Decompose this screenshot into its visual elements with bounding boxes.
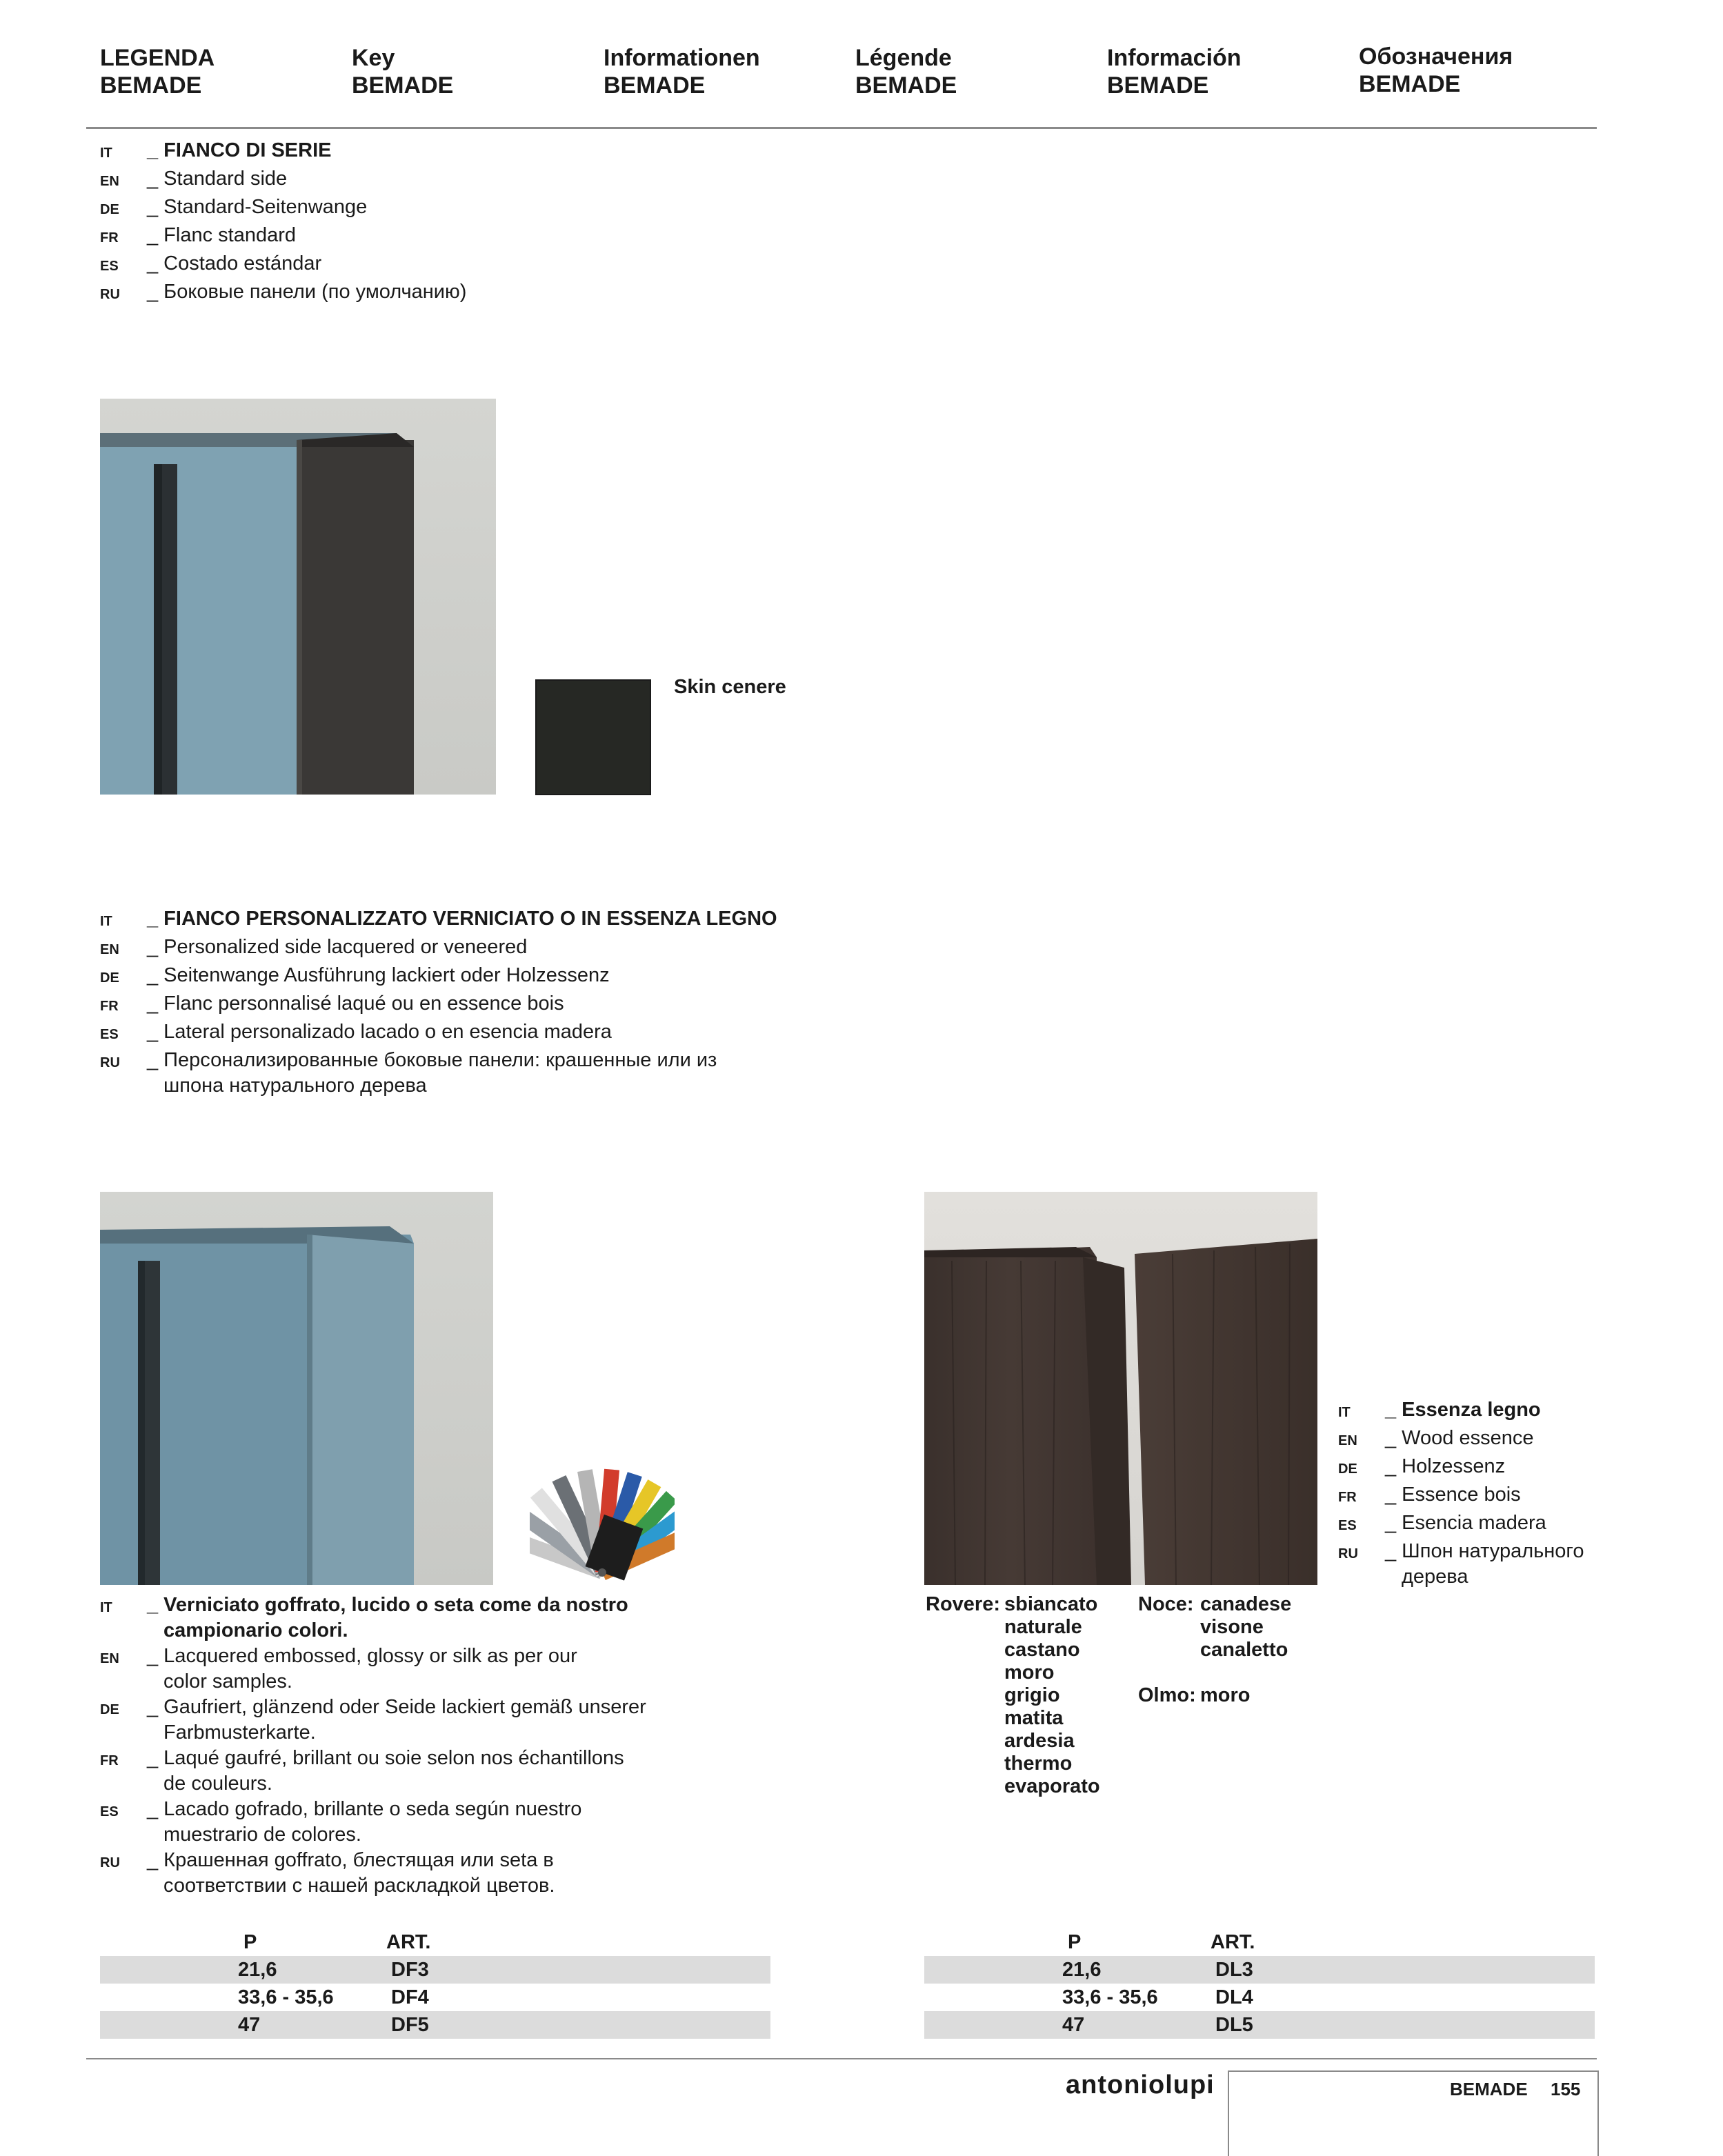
brand-logo: antoniolupi — [1066, 2070, 1215, 2099]
header-sub: BEMADE — [100, 72, 202, 99]
table-cell: 21,6 — [1062, 1959, 1102, 1981]
header-title: Informationen — [604, 45, 760, 71]
lang-code: EN — [100, 174, 119, 189]
finish-item: thermo — [1004, 1753, 1073, 1775]
finish-item: canadese — [1200, 1593, 1292, 1615]
skin-cenere-swatch — [535, 679, 651, 795]
lang-line — [100, 194, 790, 223]
header-title: Key — [352, 45, 395, 71]
noce-list — [1200, 1593, 1291, 1661]
col-header: ART. — [1211, 1931, 1255, 1953]
lang-code: ES — [100, 1804, 119, 1819]
table-cell: DL5 — [1215, 2014, 1253, 2036]
wood-text — [1338, 1397, 1628, 1590]
finish-item: moro — [1004, 1661, 1055, 1684]
line-text: _ Lacado gofrado, brillante o seda según nuestro — [147, 1798, 582, 1820]
lacquer-table — [100, 1928, 770, 2039]
wood-cabinet-illustration — [924, 1192, 1317, 1585]
line-text: _ Lateral personalizado lacado o en esencia madera — [147, 1021, 612, 1043]
lang-code: ES — [100, 259, 119, 274]
lang-code: FR — [100, 230, 119, 246]
header-divider — [86, 127, 1597, 129]
line-text: _ Боковые панели (по умолчанию) — [147, 281, 467, 303]
cabinet-illustration — [100, 1192, 493, 1585]
line-text-cont: campionario colori. — [163, 1619, 348, 1641]
col-header: P — [1068, 1931, 1082, 1953]
lang-line — [1338, 1510, 1628, 1539]
lacquer-text — [100, 1593, 693, 1899]
header-col-de — [604, 44, 760, 99]
page-number: 155 — [1551, 2079, 1581, 2099]
line-text: _ Крашенная goffrato, блестящая или seta в — [147, 1849, 554, 1871]
footer-section: BEMADE — [1450, 2079, 1528, 2099]
line-text: _ Laqué gaufré, brillant ou soie selon nos échantillons — [147, 1747, 624, 1769]
line-text: _ Standard side — [147, 168, 288, 190]
table-row — [924, 1956, 1595, 1984]
section1-text — [100, 138, 790, 308]
lang-code: FR — [100, 999, 119, 1014]
table-cell: DF4 — [391, 1986, 429, 2008]
lang-code: DE — [1338, 1461, 1357, 1477]
lang-line — [100, 223, 790, 251]
line-text: _ FIANCO PERSONALIZZATO VERNICIATO O IN ESSENZA LEGNO — [147, 908, 777, 930]
header-sub: BEMADE — [604, 72, 706, 99]
lang-line — [1338, 1482, 1628, 1510]
header-col-es — [1107, 44, 1242, 99]
finish-item: visone — [1200, 1616, 1264, 1638]
table-row — [924, 1984, 1595, 2011]
table-header — [924, 1928, 1595, 1956]
lang-code: ES — [1338, 1518, 1357, 1533]
lang-line — [100, 991, 859, 1019]
line-text: _ Essenza legno — [1385, 1399, 1541, 1421]
finish-item: castano — [1004, 1639, 1080, 1661]
line-text-cont: Farbmusterkarte. — [163, 1721, 316, 1744]
line-text: _ Verniciato goffrato, lucido o seta come da nostro — [147, 1594, 628, 1616]
table-row — [100, 1956, 770, 1984]
lang-code: DE — [100, 1702, 119, 1717]
lang-code: IT — [1338, 1405, 1351, 1420]
lang-line — [1338, 1426, 1628, 1454]
standard-side-photo — [100, 399, 496, 795]
finish-item: ardesia — [1004, 1730, 1075, 1752]
lang-line — [100, 1644, 693, 1695]
line-text: _ Seitenwange Ausführung lackiert oder Holzessenz — [147, 964, 610, 986]
header-col-it — [100, 44, 215, 99]
wood-table — [924, 1928, 1595, 2039]
line-text: _ Flanc standard — [147, 224, 297, 246]
line-text-cont: дерева — [1402, 1566, 1468, 1588]
header-col-fr — [855, 44, 957, 99]
header-sub: BEMADE — [855, 72, 957, 99]
rovere-label: Rovere: — [926, 1593, 1000, 1615]
lang-code: RU — [100, 1055, 120, 1070]
lang-line — [100, 166, 790, 194]
lang-line — [100, 1695, 693, 1746]
finish-item: canaletto — [1200, 1639, 1288, 1661]
swatch-label: Skin cenere — [674, 676, 786, 698]
line-text: _ Holzessenz — [1385, 1455, 1506, 1477]
lang-code: DE — [100, 970, 119, 986]
lang-line — [100, 906, 859, 935]
lang-line — [100, 1593, 693, 1644]
table-cell: DL4 — [1215, 1986, 1253, 2008]
lang-line — [100, 1746, 693, 1797]
table-cell: DF5 — [391, 2014, 429, 2036]
noce-label: Noce: — [1138, 1593, 1194, 1615]
lang-line — [100, 935, 859, 963]
rovere-list — [1004, 1593, 1100, 1798]
table-cell: 47 — [1062, 2014, 1085, 2036]
lang-code: IT — [100, 914, 112, 929]
section2-text — [100, 906, 859, 1099]
line-text-cont: de couleurs. — [163, 1773, 272, 1795]
header-sub: BEMADE — [1359, 71, 1461, 97]
header-title: Información — [1107, 45, 1242, 71]
lang-line — [100, 963, 859, 991]
lang-code: EN — [1338, 1433, 1357, 1448]
line-text: _ Wood essence — [1385, 1427, 1534, 1449]
lang-code: FR — [100, 1753, 119, 1768]
table-cell: 47 — [238, 2014, 261, 2036]
lang-code: IT — [100, 1600, 112, 1615]
footer-box — [1228, 2070, 1599, 2156]
lacquered-side-photo — [100, 1192, 493, 1585]
table-row — [924, 2011, 1595, 2039]
header-sub: BEMADE — [352, 72, 454, 99]
line-text: _ FIANCO DI SERIE — [147, 139, 332, 161]
table-row — [100, 2011, 770, 2039]
lang-line — [100, 251, 790, 279]
lang-code: RU — [100, 287, 120, 302]
lang-code: ES — [100, 1027, 119, 1042]
wood-side-photo — [924, 1192, 1317, 1585]
line-text: _ Flanc personnalisé laqué ou en essence bois — [147, 992, 564, 1015]
finish-item: sbiancato — [1004, 1593, 1098, 1615]
table-cell: 33,6 - 35,6 — [1062, 1986, 1158, 2008]
finish-item: naturale — [1004, 1616, 1082, 1638]
lang-code: RU — [100, 1855, 120, 1870]
line-text: _ Essence bois — [1385, 1484, 1521, 1506]
lang-code: EN — [100, 1651, 119, 1666]
table-header — [100, 1928, 770, 1956]
lang-code: RU — [1338, 1546, 1358, 1561]
table-cell: DL3 — [1215, 1959, 1253, 1981]
line-text: _ Personalized side lacquered or veneered — [147, 936, 528, 958]
header-col-en — [352, 44, 453, 99]
lang-line — [100, 138, 790, 166]
table-row — [100, 1984, 770, 2011]
line-text: _ Costado estándar — [147, 252, 322, 275]
lang-code: EN — [100, 942, 119, 957]
line-text: _ Esencia madera — [1385, 1512, 1546, 1534]
olmo-label: Olmo: — [1138, 1684, 1196, 1706]
line-text: _ Standard-Seitenwange — [147, 196, 368, 218]
table-cell: 33,6 - 35,6 — [238, 1986, 334, 2008]
lang-code: IT — [100, 146, 112, 161]
line-text: _ Gaufriert, glänzend oder Seide lackiert gemäß unserer — [147, 1696, 646, 1718]
lang-line — [100, 1048, 859, 1099]
line-text-cont: шпона натурального дерева — [163, 1075, 427, 1097]
line-text: _ Lacquered embossed, glossy or silk as per our — [147, 1645, 577, 1667]
col-header: P — [243, 1931, 257, 1953]
lang-line — [1338, 1539, 1628, 1590]
col-header: ART. — [386, 1931, 431, 1953]
header-title: Légende — [855, 45, 952, 71]
lang-code: DE — [100, 202, 119, 217]
header-sub: BEMADE — [1107, 72, 1209, 99]
finish-item: grigio — [1004, 1684, 1060, 1706]
table-cell: 21,6 — [238, 1959, 277, 1981]
color-fan-icon — [530, 1448, 675, 1586]
finish-item: evaporato — [1004, 1775, 1100, 1797]
lang-code: FR — [1338, 1490, 1357, 1505]
header-col-ru — [1359, 43, 1513, 98]
line-text-cont: muestrario de colores. — [163, 1824, 361, 1846]
line-text-cont: color samples. — [163, 1670, 292, 1693]
header-title: Обозначения — [1359, 43, 1513, 70]
lang-line — [100, 1019, 859, 1048]
line-text-cont: соответствии с нашей раскладкой цветов. — [163, 1875, 555, 1897]
finish-item: moro — [1200, 1684, 1251, 1706]
line-text: _ Персонализированные боковые панели: крашенные или из — [147, 1049, 717, 1071]
finish-item: matita — [1004, 1707, 1064, 1729]
cabinet-illustration — [100, 399, 496, 795]
lang-line — [100, 1797, 693, 1848]
footer-divider — [86, 2058, 1597, 2059]
lang-line — [100, 279, 790, 308]
table-cell: DF3 — [391, 1959, 429, 1981]
line-text: _ Шпон натурального — [1385, 1540, 1584, 1562]
lang-line — [100, 1848, 693, 1899]
lang-line — [1338, 1454, 1628, 1482]
header-title: LEGENDA — [100, 45, 215, 71]
lang-line — [1338, 1397, 1628, 1426]
color-fan-sample — [530, 1448, 675, 1586]
